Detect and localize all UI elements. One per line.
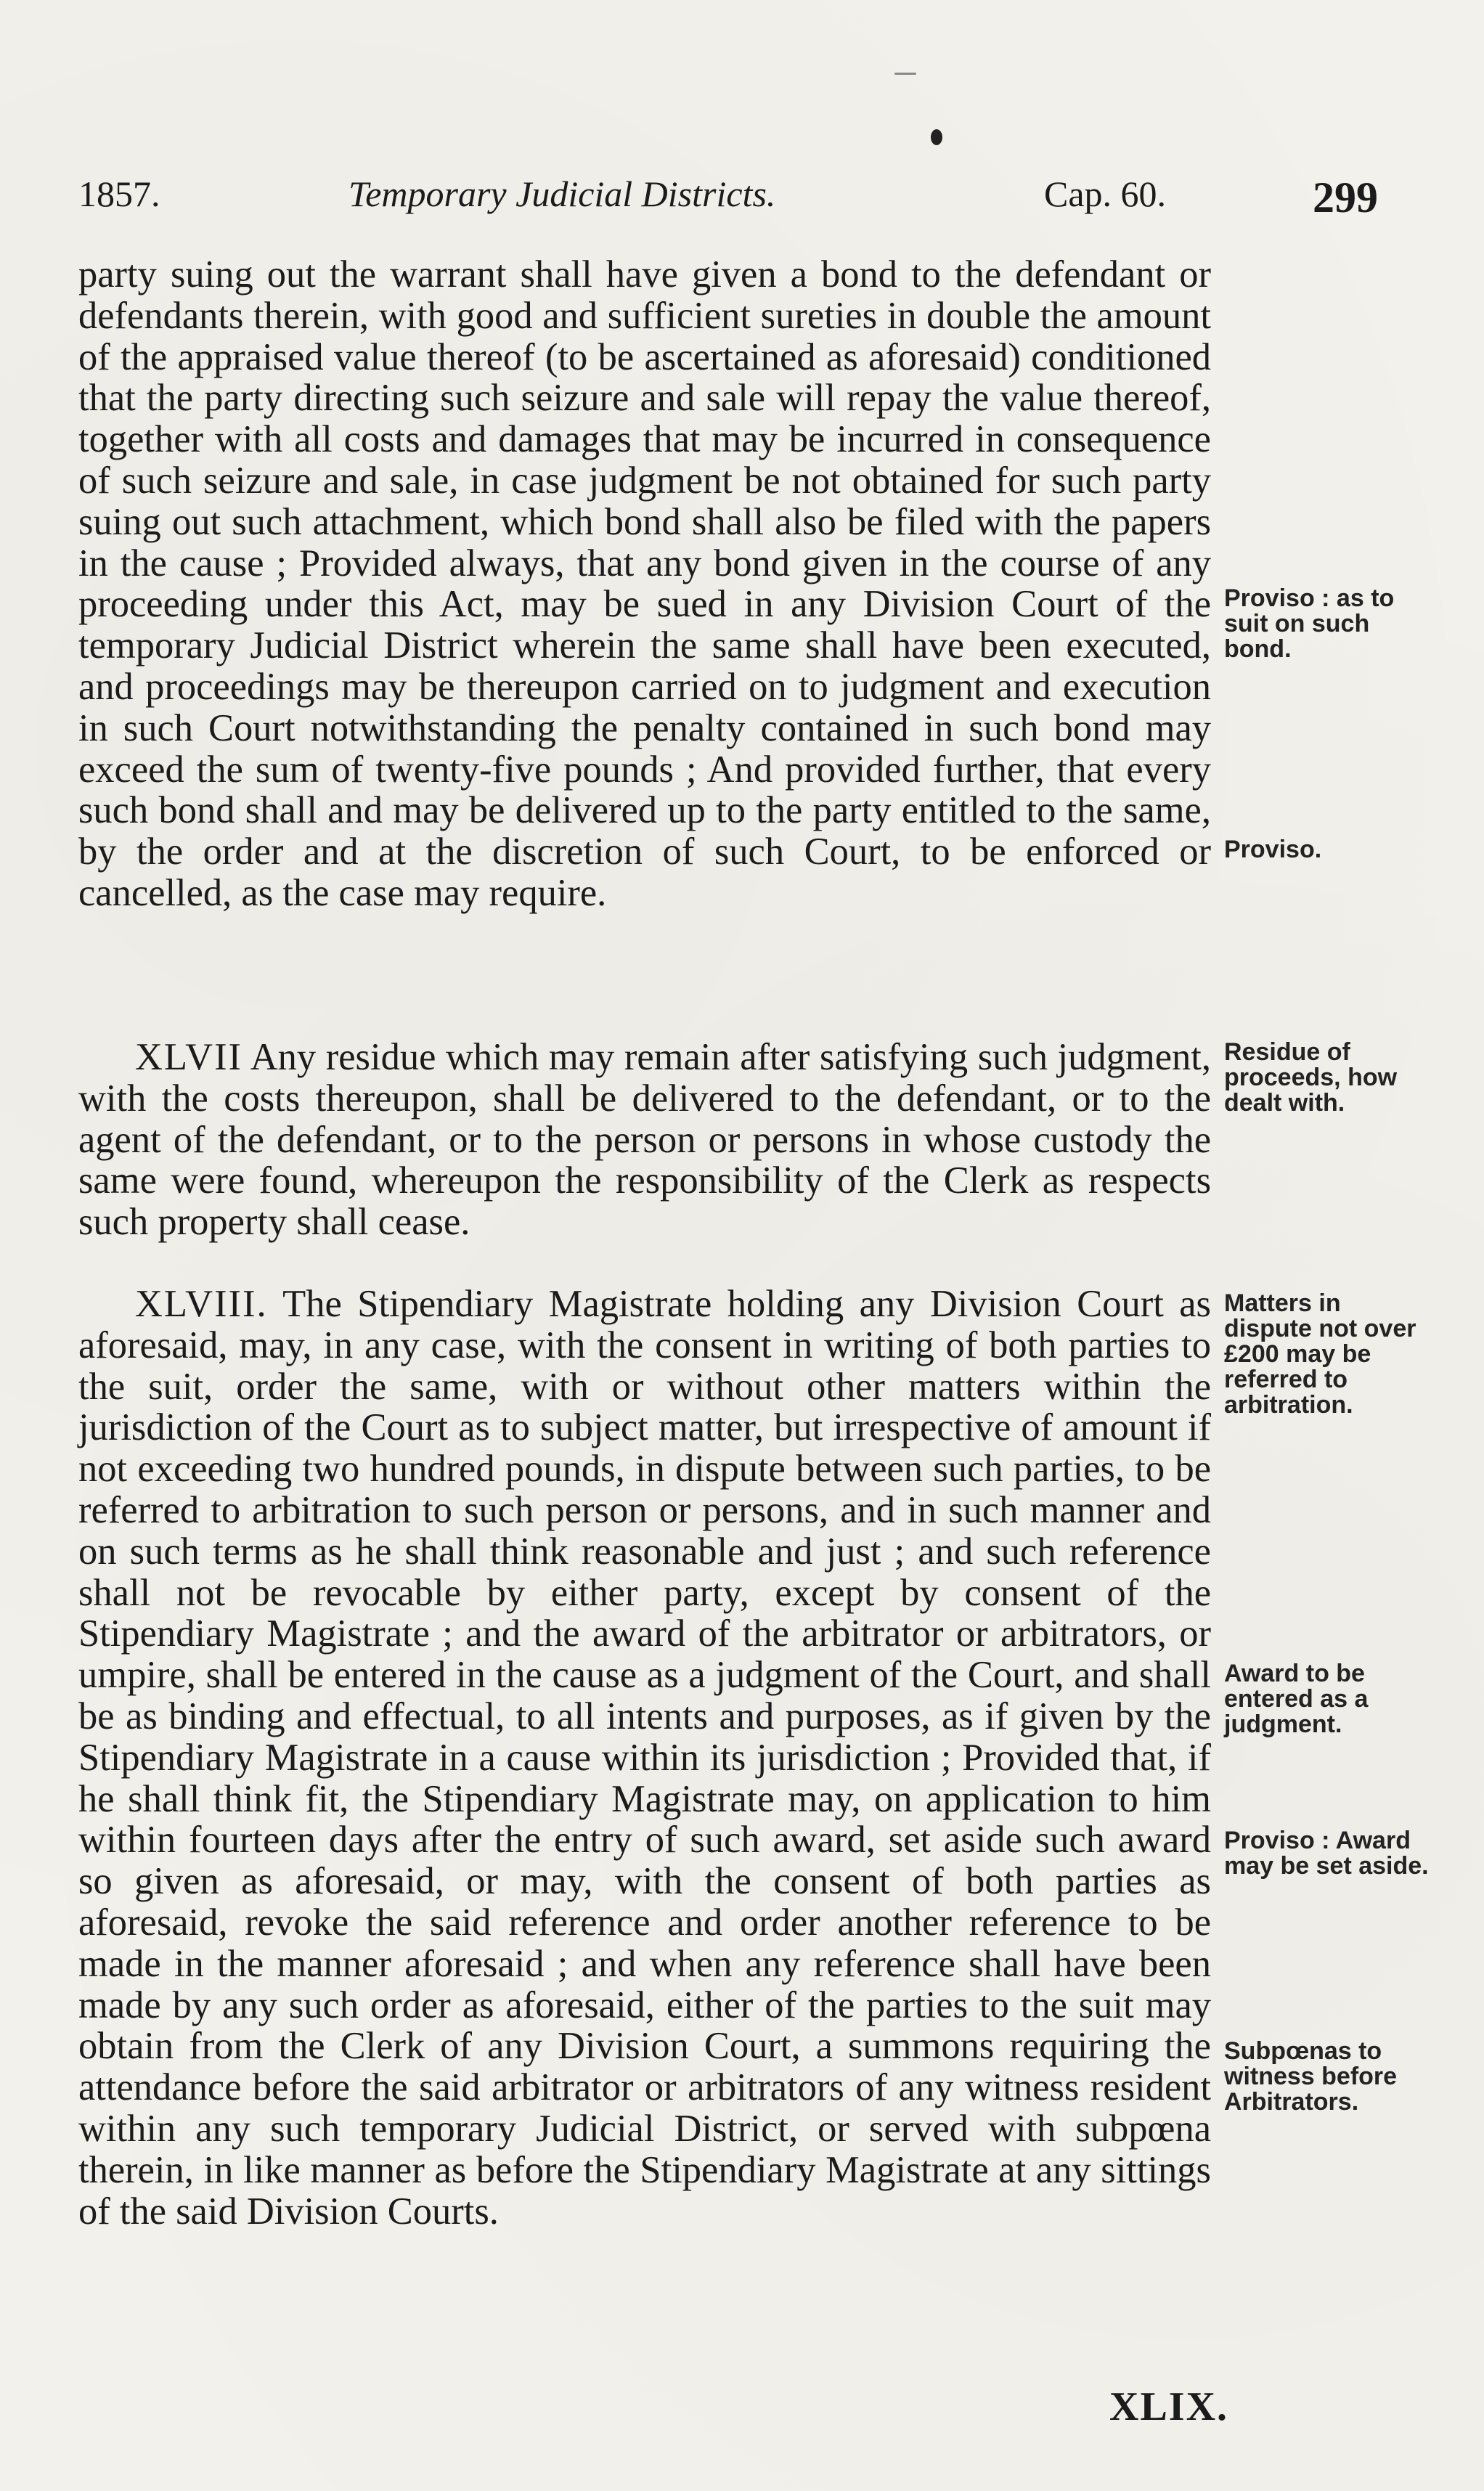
margin-note-award-judgment: Award to be entered as a judgment. bbox=[1224, 1660, 1369, 1738]
margin-note-proviso-bond: Proviso : as to suit on such bond. bbox=[1224, 584, 1395, 663]
header-year: 1857. bbox=[78, 174, 160, 214]
catchword: XLIX. bbox=[1109, 2384, 1229, 2429]
section-number: XLVIII. bbox=[135, 1283, 268, 1325]
page-number: 299 bbox=[1313, 174, 1378, 221]
header-title: Temporary Judicial Districts. bbox=[348, 174, 776, 214]
section-text: The Stipendiary Magistrate holding any Division Court as aforesaid, may, in any case, with the consent in writing of both parties to the suit, order the same, with or without other matters within the jurisdiction of the Court as to subject matter, but irrespective of amount if not exceeding two hundred pounds, in dispute between such parties, to be referred to arbitration to such person or persons, and in such manner and on such terms as he shall think reasonable and just ; and such reference shall not be revocable by either party, except by consent of the Stipendiary Magistrate ; and the award of the arbitrator or arbitrators, or umpire, shall be entered in the cause as a judgment of the Court, and shall be as binding and effectual, to all intents and purposes, as if given by the Stipendiary Magistrate in a cause within its jurisdiction ; Provided that, if he shall think fit, the Stipendiary Magistrate may, on application to him within fourteen days after the entry of such award, set aside such award so given as aforesaid, or may, with the consent of both parties as aforesaid, revoke the said reference and order another reference to be made in the manner aforesaid ; and when any reference shall have been made by any such order as aforesaid, either of the parties to the suit may obtain from the Clerk of any Division Court, a summons requiring the attendance before the said arbitrator or arbitrators of any witness resident within any such temporary Judicial District, or served with subpœna therein, in like manner as before the Stipendiary Magistrate at any sittings of the said Division Courts. bbox=[78, 1283, 1211, 2233]
paragraph-continuation bbox=[78, 254, 1211, 914]
section-xlvii bbox=[78, 1037, 1211, 1243]
margin-note-proviso: Proviso. bbox=[1224, 836, 1322, 863]
margin-note-residue: Residue of proceeds, how dealt with. bbox=[1224, 1038, 1398, 1117]
ink-speck bbox=[931, 129, 942, 145]
section-text: Any residue which may remain after satisfying such judgment, with the costs thereupon, shall be delivered to the defendant, or to the agent of the defendant, or to the person or persons in whose custody the same were found, whereupon the responsibility of the Clerk as respects such property shall cease. bbox=[78, 1036, 1211, 1244]
margin-note-award-set-aside: Proviso : Award may be set aside. bbox=[1224, 1827, 1429, 1880]
running-head bbox=[78, 173, 1414, 224]
margin-note-subpoenas: Subpœnas to witness before Arbitrators. bbox=[1224, 2037, 1398, 2116]
margin-note-arbitration: Matters in dispute not over £200 may be referred to arbitration. bbox=[1224, 1289, 1416, 1419]
header-chapter: Cap. 60. bbox=[1044, 174, 1167, 214]
ink-speck bbox=[894, 73, 916, 75]
section-xlviii bbox=[78, 1284, 1211, 2232]
section-number: XLVII bbox=[135, 1036, 243, 1078]
paragraph-text: party suing out the warrant shall have given a bond to the defendant or defendants therein, with good and sufficient sureties in double the amount of the appraised value thereof (to be ascertained as aforesaid) conditioned that the party directing such seizure and sale will repay the value thereof, together with all costs and damages that may be incurred in consequence of such seizure and sale, in case judgment be not obtained for such party suing out such attachment, which bond shall also be filed with the papers in the cause ; Provided always, that any bond given in the course of any proceeding under this Act, may be sued in any Division Court of the temporary Judicial District wherein the same shall have been executed, and proceedings may be thereupon carried on to judgment and execution in such Court notwithstanding the penalty contained in such bond may exceed the sum of twenty-five pounds ; And provided further, that every such bond shall and may be delivered up to the party entitled to the same, by the order and at the discretion of such Court, to be enforced or cancelled, as the case may require. bbox=[78, 253, 1211, 914]
